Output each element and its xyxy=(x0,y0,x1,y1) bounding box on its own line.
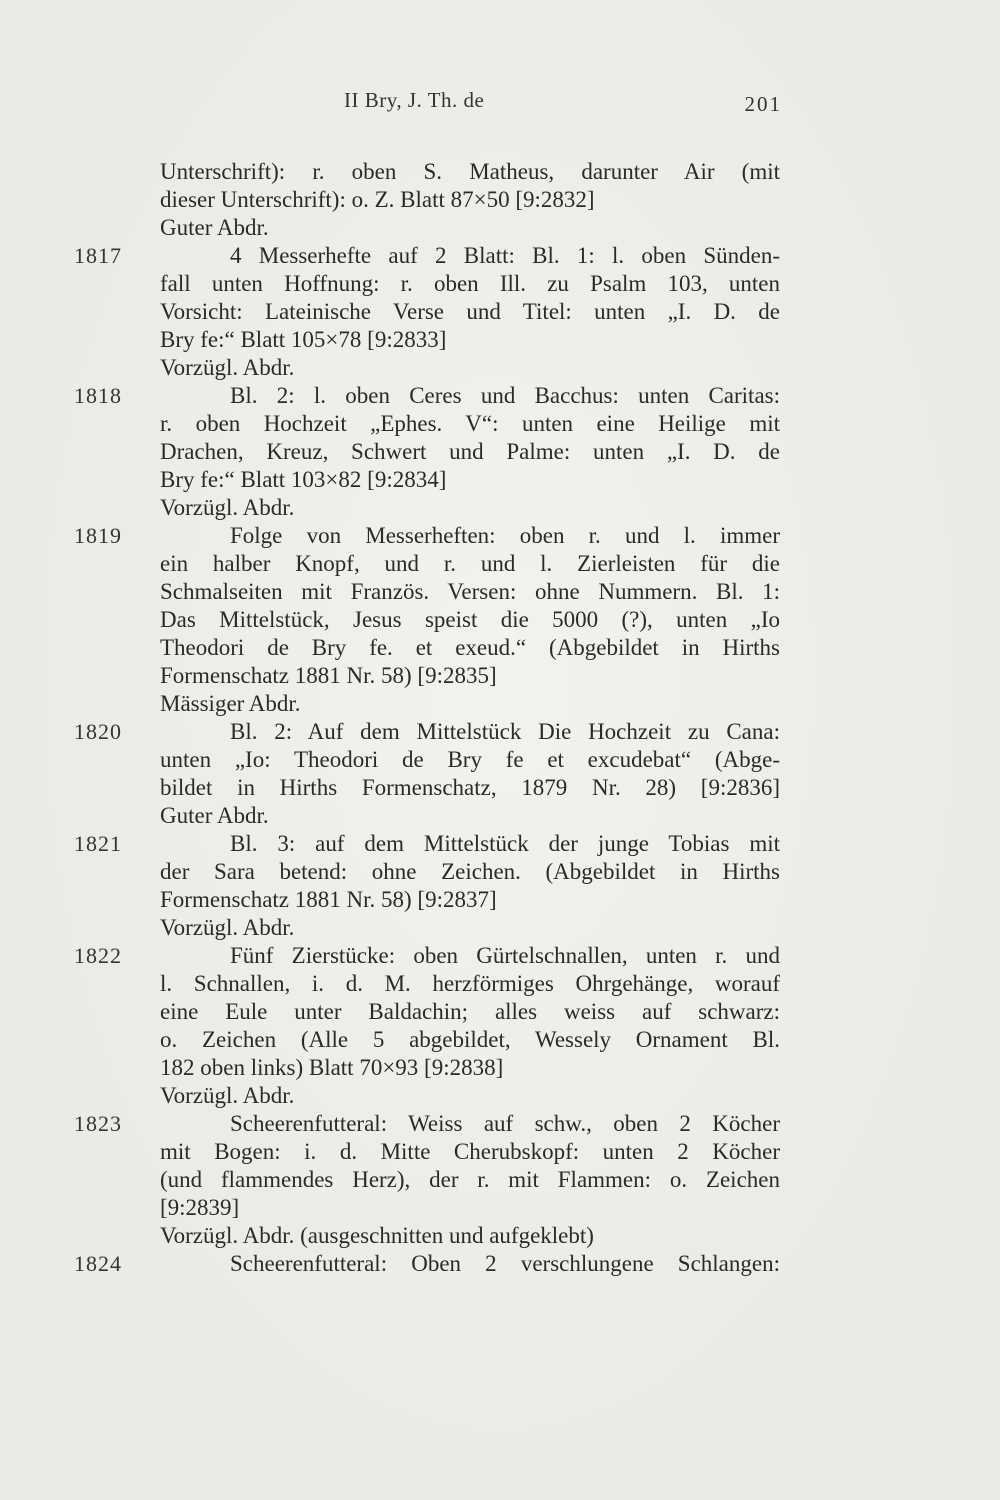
text-line: Mässiger Abdr. xyxy=(160,691,301,716)
text-line: Vorzügl. Abdr. xyxy=(160,355,295,380)
text-line: unten „Io: Theodori de Bry fe et excudebat“ (Abge- xyxy=(160,747,780,772)
text-line: Vorsicht: Lateinische Verse und Titel: unten „I. D. de xyxy=(160,299,780,324)
text-line: o. Zeichen (Alle 5 abgebildet, Wessely Ornament Bl. xyxy=(160,1027,780,1052)
text-line: 4 Messerhefte auf 2 Blatt: Bl. 1: l. oben Sünden- xyxy=(230,243,780,268)
entry-number: 1818 xyxy=(74,383,122,408)
text-line: Folge von Messerheften: oben r. und l. immer xyxy=(230,523,780,548)
text-line: bildet in Hirths Formenschatz, 1879 Nr. 28) [9:2836] xyxy=(160,775,780,800)
entry-number: 1817 xyxy=(74,243,122,268)
text-line: Formenschatz 1881 Nr. 58) [9:2835] xyxy=(160,663,497,688)
text-line: eine Eule unter Baldachin; alles weiss auf schwarz: xyxy=(160,999,780,1024)
text-line: Drachen, Kreuz, Schwert und Palme: unten „I. D. de xyxy=(160,439,780,464)
text-line: Bl. 2: l. oben Ceres und Bacchus: unten Caritas: xyxy=(230,383,780,408)
text-line: r. oben Hochzeit „Ephes. V“: unten eine Heilige mit xyxy=(160,411,780,436)
text-line: [9:2839] xyxy=(160,1195,240,1220)
text-line: Formenschatz 1881 Nr. 58) [9:2837] xyxy=(160,887,497,912)
text-line: Theodori de Bry fe. et exeud.“ (Abgebildet in Hirths xyxy=(160,635,780,660)
text-line: ein halber Knopf, und r. und l. Zierleisten für die xyxy=(160,551,780,576)
text-line: Guter Abdr. xyxy=(160,803,269,828)
text-line: mit Bogen: i. d. Mitte Cherubskopf: unten 2 Köcher xyxy=(160,1139,780,1164)
text-line: Bl. 2: Auf dem Mittelstück Die Hochzeit zu Cana: xyxy=(230,719,780,744)
text-line: Scheerenfutteral: Weiss auf schw., oben 2 Köcher xyxy=(230,1111,780,1136)
entry-number: 1824 xyxy=(74,1251,122,1276)
text-line: (und flammendes Herz), der r. mit Flammen: o. Zeichen xyxy=(160,1167,780,1192)
text-line: Fünf Zierstücke: oben Gürtelschnallen, unten r. und xyxy=(230,943,780,968)
text-line: Schmalseiten mit Französ. Versen: ohne Nummern. Bl. 1: xyxy=(160,579,780,604)
text-line: Bry fe:“ Blatt 103×82 [9:2834] xyxy=(160,467,447,492)
entry-number: 1822 xyxy=(74,943,122,968)
text-line: Vorzügl. Abdr. xyxy=(160,495,295,520)
text-line: fall unten Hoffnung: r. oben Ill. zu Psalm 103, unten xyxy=(160,271,780,296)
entry-number: 1823 xyxy=(74,1111,122,1136)
page-number: 201 xyxy=(744,92,782,116)
text-line: l. Schnallen, i. d. M. herzförmiges Ohrgehänge, worauf xyxy=(160,971,780,996)
text-line: Vorzügl. Abdr. xyxy=(160,1083,295,1108)
text-line: 182 oben links) Blatt 70×93 [9:2838] xyxy=(160,1055,504,1080)
text-line: Scheerenfutteral: Oben 2 verschlungene Schlangen: xyxy=(230,1251,780,1276)
text-line: der Sara betend: ohne Zeichen. (Abgebildet in Hirths xyxy=(160,859,780,884)
running-head: II Bry, J. Th. de xyxy=(344,88,485,112)
text-line: Bry fe:“ Blatt 105×78 [9:2833] xyxy=(160,327,447,352)
text-line: Vorzügl. Abdr. xyxy=(160,915,295,940)
entry-number: 1821 xyxy=(74,831,122,856)
text-line: Guter Abdr. xyxy=(160,215,269,240)
entry-number: 1819 xyxy=(74,523,122,548)
text-line: Das Mittelstück, Jesus speist die 5000 (?), unten „Io xyxy=(160,607,780,632)
text-line: Vorzügl. Abdr. (ausgeschnitten und aufgeklebt) xyxy=(160,1223,594,1248)
entry-number: 1820 xyxy=(74,719,122,744)
text-line: dieser Unterschrift): o. Z. Blatt 87×50 [9:2832] xyxy=(160,187,595,212)
text-line: Bl. 3: auf dem Mittelstück der junge Tobias mit xyxy=(230,831,780,856)
text-line: Unterschrift): r. oben S. Matheus, darunter Air (mit xyxy=(160,159,780,184)
